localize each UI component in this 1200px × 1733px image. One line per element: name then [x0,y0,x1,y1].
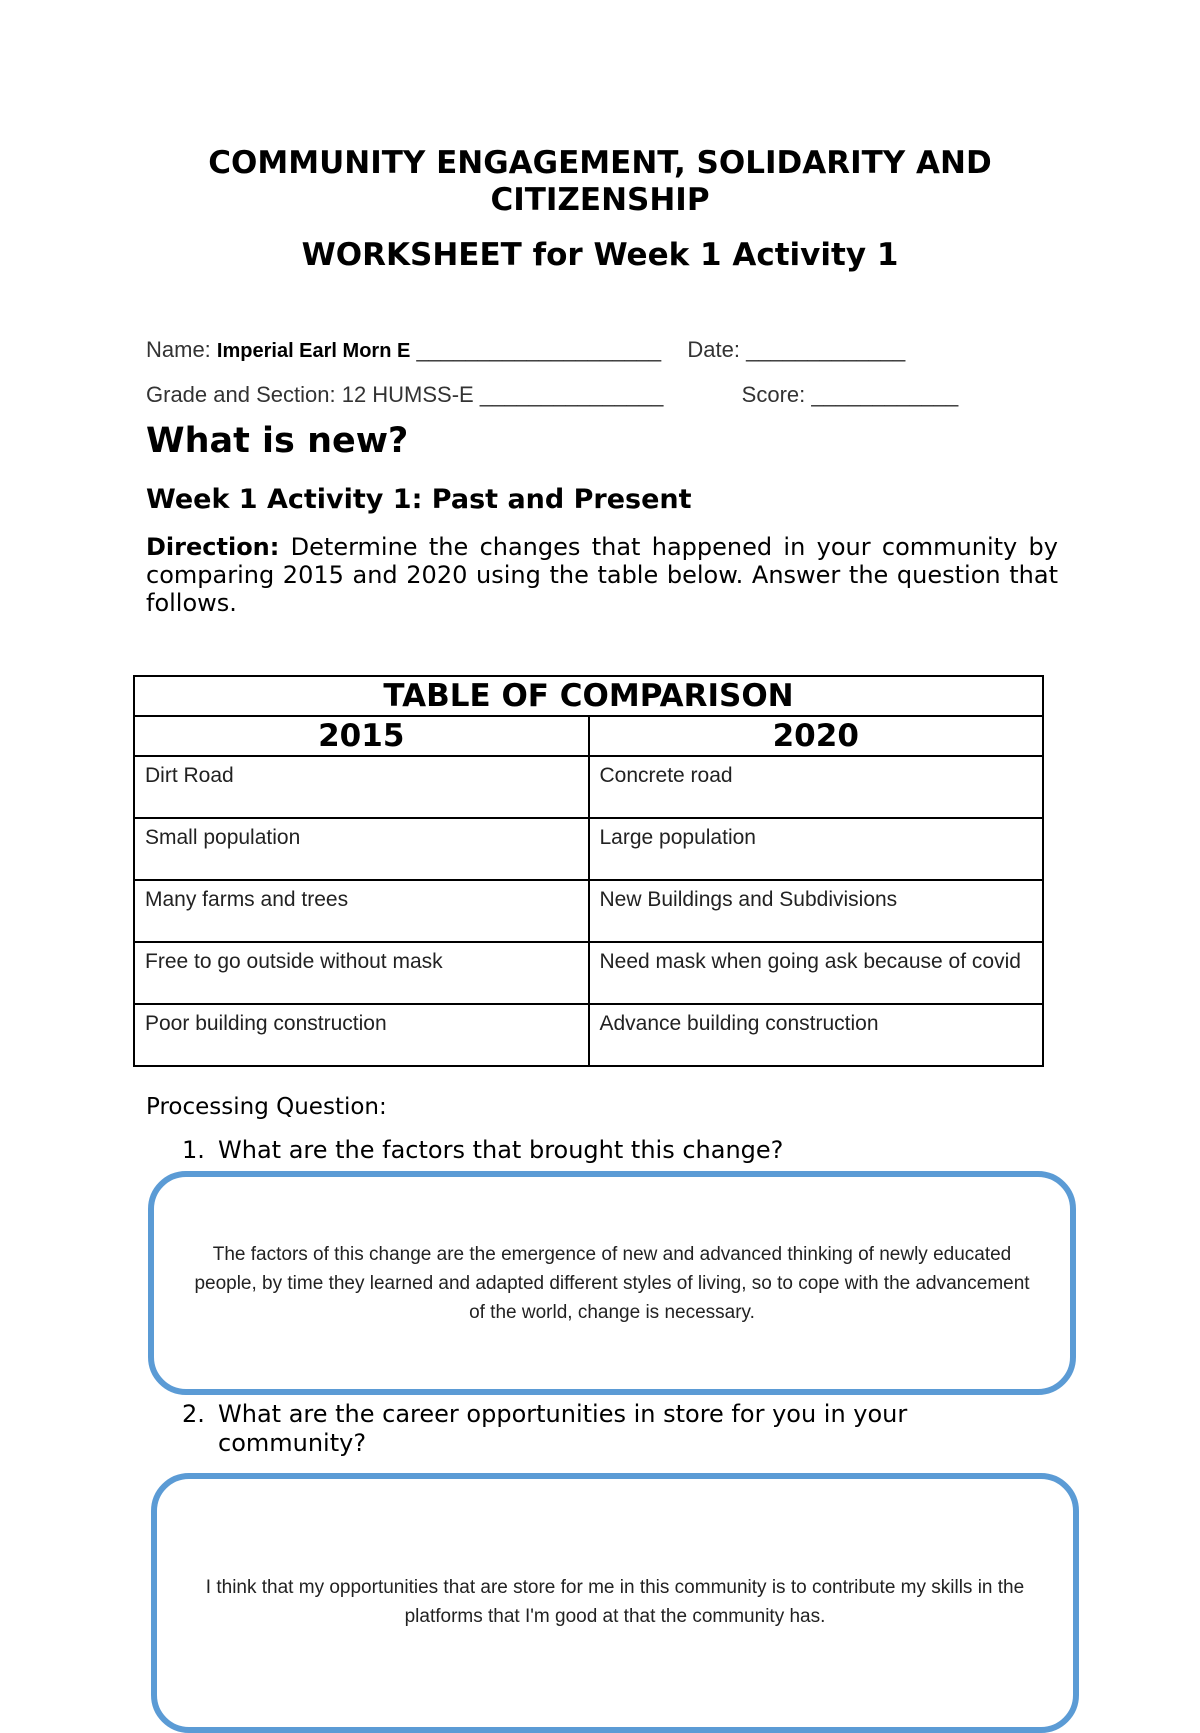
title-line-2: CITIZENSHIP [490,182,710,218]
cell-2020: Large population [589,818,1044,880]
name-label: Name: [146,337,211,362]
cell-2020: Concrete road [589,756,1044,818]
name-value: Imperial Earl Morn E [216,340,411,362]
processing-question-label: Processing Question: [146,1094,387,1120]
question-2 [182,1400,1002,1458]
cell-2020: Advance building construction [589,1004,1044,1066]
answer-text: I think that my opportunities that are store for me in this community is to contribute my skills in the platforms that I'm good at that the community has. [205,1577,1025,1627]
date-label: Date: [687,337,740,362]
cell-2020: Need mask when going ask because of covid [589,942,1044,1004]
name-date-line [146,337,905,363]
question-text: What are the factors that brought this change? [218,1136,784,1164]
title-line-1: COMMUNITY ENGAGEMENT, SOLIDARITY AND [208,145,992,181]
table-row [134,756,1043,818]
activity-title: Week 1 Activity 1: Past and Present [146,484,692,515]
column-header-2015: 2015 [134,716,589,756]
table-row [134,942,1043,1004]
table-row [134,880,1043,942]
table-caption: TABLE OF COMPARISON [134,676,1043,716]
date-blank: _____________ [746,337,906,362]
grade-label: Grade and Section: [146,382,336,407]
name-blank: ____________________ [416,337,662,362]
grade-value: 12 HUMSS-E [341,382,474,407]
grade-blank: _______________ [479,382,664,407]
cell-2015: Many farms and trees [134,880,589,942]
question-number: 1. [182,1136,205,1164]
direction-text: Determine the changes that happened in your community by comparing 2015 and 2020 using the table below. Answer the question that follows. [146,533,1058,617]
direction-label: Direction: [146,533,280,561]
question-1 [182,1136,1002,1165]
answer-text: The factors of this change are the emergence of new and advanced thinking of newly educated people, by time they learned and adapted different styles of living, so to cope with the advancement of the world, change is necessary. [194,1243,1030,1323]
table-row [134,818,1043,880]
cell-2015: Poor building construction [134,1004,589,1066]
cell-2020: New Buildings and Subdivisions [589,880,1044,942]
direction-paragraph [146,533,1058,617]
cell-2015: Dirt Road [134,756,589,818]
question-text: What are the career opportunities in store for you in your community? [218,1400,908,1457]
question-number: 2. [182,1400,205,1428]
score-label: Score: [741,382,806,407]
column-header-2020: 2020 [589,716,1044,756]
cell-2015: Free to go outside without mask [134,942,589,1004]
table-row [134,1004,1043,1066]
score-blank: ____________ [811,382,959,407]
cell-2015: Small population [134,818,589,880]
worksheet-title [150,145,1050,219]
worksheet-subtitle: WORKSHEET for Week 1 Activity 1 [301,237,899,273]
answer-box-1[interactable] [148,1171,1076,1395]
grade-score-line [146,382,958,408]
answer-box-2[interactable] [151,1473,1079,1733]
comparison-table [133,675,1044,1067]
section-heading: What is new? [146,421,409,461]
